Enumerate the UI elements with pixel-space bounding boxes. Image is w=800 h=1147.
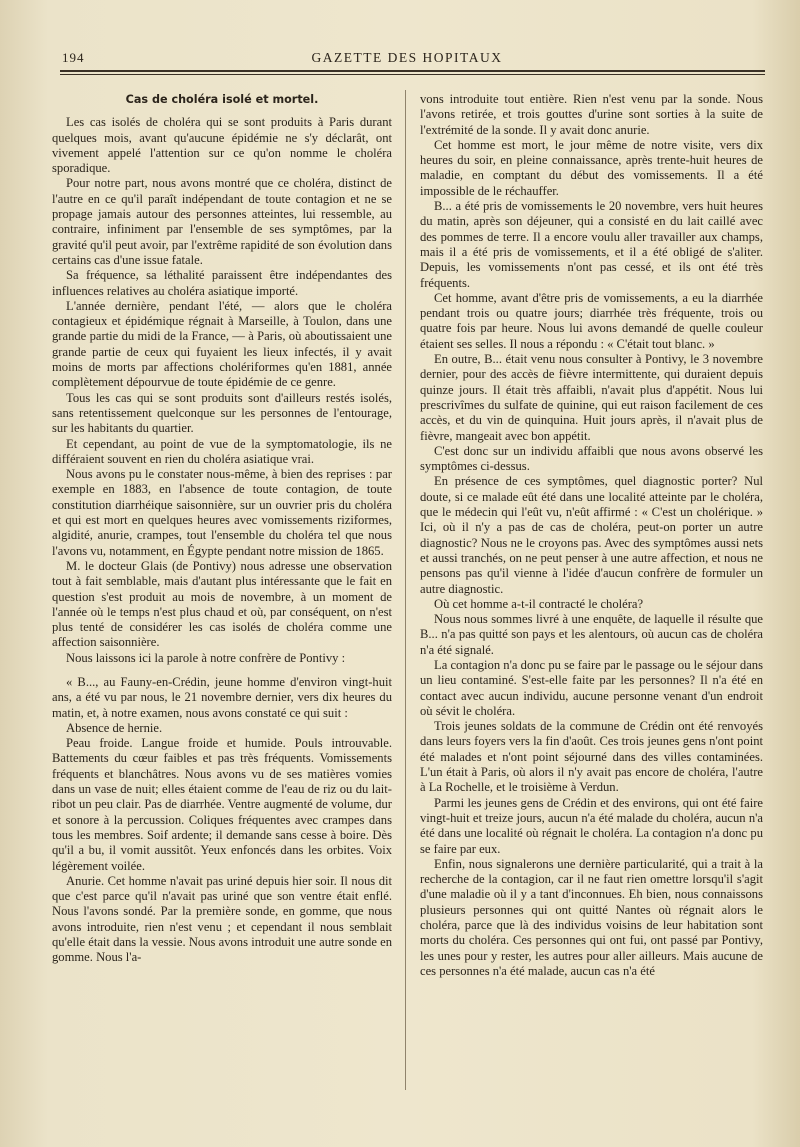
right-column (420, 92, 763, 979)
quoted-paragraph: Peau froide. Langue froide et humide. Pouls introuvable. Battements du cœur faibles et pas très fréquents. Vomissements fréquents et blanchâtres. Nous avons vu de ses matières vomies dans un vase de nuit; elles étaient comme de l'eau de riz ou du lait-ribot un peu clair. Pas de diarrhée. Ventre augmenté de volume, dur et sonore à la percussion. Coliques fréquentes avec crampes dans tous les membres. Soif ardente; il demande sans cesse à boire. Dès qu'il a bu, il vomit aussitôt. Yeux enfoncés dans les orbites. Voix légèrement voilée. (52, 736, 392, 873)
article-title: Cas de choléra isolé et mortel. (125, 93, 319, 106)
paragraph: Les cas isolés de choléra qui se sont produits à Paris durant quelques mois, avant qu'aucune épidémie ne s'y déclarât, ont vivement appelé l'attention sur ce qu'on nomme le choléra sporadique. (52, 115, 392, 176)
quoted-paragraph: Où cet homme a-t-il contracté le choléra? (434, 596, 644, 611)
page-header (48, 48, 766, 72)
paragraph: Pour notre part, nous avons montré que ce choléra, distinct de l'autre en ce qu'il paraît indépendant de toute contagion et ne se propage jamais autour des personnes atteintes, lui ressemble, au contraire, infiniment par l'ensemble de ses symptômes, par la gravité qu'il peut avoir, par l'extrême rapidité de son évolution dans certains cas d'une issue fatale. (52, 176, 392, 267)
quoted-paragraph-continued: vons introduite tout entière. Rien n'est venu par la sonde. Nous l'avons retirée, et trois gouttes d'urine sont sorties à la suite de l'extrémité de la sonde. Il y avait donc anurie. (420, 92, 763, 137)
quoted-paragraph: En présence de ces symptômes, quel diagnostic porter? Nul doute, si ce malade eût été dans une localité atteinte par le choléra, que le médecin qui l'eût vu, n'eût affirmé : « C'est un cholérique. » Ici, où il n'y a pas de cas de choléra, peut-on porter un autre diagnostic? Nous ne le croyons pas. Avec des symptômes aussi nets et aussi tranchés, on ne peut penser à une autre affection, et nous ne pensons pas qu'il vienne à l'idée d'aucun confrère de formuler un autre diagnostic. (420, 474, 763, 596)
paragraph: M. le docteur Glais (de Pontivy) nous adresse une observation tout à fait semblable, mais d'autant plus intéressante que le fait en question s'est produit au mois de novembre, à un moment de l'année où le temps n'est plus chaud et où, par conséquent, on n'est plus tenté de considérer les cas isolés de choléra comme une affection saisonnière. (52, 558, 392, 650)
quoted-paragraph: Trois jeunes soldats de la commune de Crédin ont été renvoyés dans leurs foyers vers la fin d'août. Ces trois jeunes gens n'ont point été malades et n'ont point séjourné dans des villes contaminées. L'un était à Paris, où alors il n'y avait pas encore de choléra, l'autre à La Rochelle, et le troisième à Verdun. (420, 719, 763, 795)
quoted-paragraph: Enfin, nous signalerons une dernière particularité, qui a trait à la recherche de la contagion, car il ne faut rien omettre lorsqu'il s'agit d'une maladie où il y a tant d'inconnues. Eh bien, nous connaissons plusieurs personnes qui ont quitté Nantes où régnait alors le choléra, parce que là des individus voisins de leur habitation sont morts du choléra. Ces personnes qui ont fui, ont passé par Pontivy, les unes pour y rester, les autres pour aller ailleurs. Mais aucune de ces personnes n'a été malade, aucun cas n'a été (420, 856, 763, 978)
quoted-paragraph: Absence de hernie. (66, 720, 163, 735)
quoted-paragraph: La contagion n'a donc pu se faire par le passage ou le séjour dans un lieu contaminé. S'est-elle faite par les personnes? Il n'a été en contact avec aucun individu, aucune personne venant d'un endroit où sévit le choléra. (420, 657, 763, 718)
quoted-paragraph: Cet homme, avant d'être pris de vomissements, a eu la diarrhée pendant trois ou quatre jours; diarrhée très fréquente, trois ou quatre fois par heure. Nous lui avons demandé de quelle couleur étaient ses selles. Il nous a répondu : « C'était tout blanc. » (420, 290, 763, 351)
paragraph: Tous les cas qui se sont produits sont d'ailleurs restés isolés, sans retentissement quelconque sur les personnes de l'entourage, sur les habitants du quartier. (52, 390, 392, 436)
quoted-paragraph: « B..., au Fauny-en-Crédin, jeune homme d'environ vingt-huit ans, a été vu par nous, le 21 novembre dernier, vers dix heures du matin, et, à notre examen, nous avons constaté ce qui suit : (52, 674, 392, 720)
paragraph: L'année dernière, pendant l'été, — alors que le choléra contagieux et épidémique régnait à Marseille, à Toulon, dans une grande partie du midi de la France, — à Paris, où aboutissaient une grande partie de ceux qui fuyaient les lieux infectés, il y avait moins de morts par affections cholériformes qu'en 1881, année complètement dépourvue de toute épidémie de ce genre. (52, 298, 392, 390)
quoted-paragraph: B... a été pris de vomissements le 20 novembre, vers huit heures du matin, après son déjeuner, qui a consisté en du lait caillé avec des pommes de terre. Il a encore voulu aller travailler aux champs, mais il a été pris de vomissements, et il a été obligé de s'aliter. Depuis, les vomissements n'ont pas cessé, et ils ont été très fréquents. (420, 199, 763, 290)
quoted-paragraph: Parmi les jeunes gens de Crédin et des environs, qui ont été faire vingt-huit et treize jours, aucun n'a été malade du choléra, aucun n'a été dans une localité où régnait le choléra. La contagion n'a donc pu se faire par eux. (420, 795, 763, 856)
journal-title: GAZETTE DES HOPITAUX (311, 50, 503, 65)
paragraph: Sa fréquence, sa léthalité paraissent être indépendantes des influences relatives au choléra asiatique importé. (52, 268, 392, 298)
quoted-paragraph: Nous nous sommes livré à une enquête, de laquelle il résulte que B... n'a pas quitté son pays et les alentours, où aucun cas de choléra n'a été signalé. (420, 612, 763, 657)
quoted-paragraph: C'est donc sur un individu affaibli que nous avons observé les symptômes ci-dessus. (420, 443, 763, 474)
quoted-paragraph: En outre, B... était venu nous consulter à Pontivy, le 3 novembre dernier, pour des accès de fièvre intermittente, qui duraient depuis quinze jours. Il était très affaibli, n'avait plus d'appétit. Nous lui prescrivîmes du sulfate de quinine, qui eut raison facilement de ces accès, et du vin de quinquina. Huit jours après, il n'avait plus de fièvre, mangeait avec bon appétit. (420, 352, 763, 443)
quoted-paragraph: Anurie. Cet homme n'avait pas uriné depuis hier soir. Il nous dit que c'est parce qu'il n'avait pas uriné que son ventre était enflé. Nous l'avons sondé. Par la première sonde, en gomme, que nous avons introduite, rien n'est venu ; et cependant il nous semblait qu'elle était dans la vessie. Nous avons introduit une autre sonde en gomme. Nous l'a- (52, 873, 392, 965)
paragraph: Nous laissons ici la parole à notre confrère de Pontivy : (66, 650, 346, 665)
quoted-paragraph: Cet homme est mort, le jour même de notre visite, vers dix heures du soir, en pleine connaissance, après trente-huit heures de maladie, en comptant du début des vomissements. Il a été impossible de le réchauffer. (420, 137, 763, 198)
header-rule-thick (60, 70, 765, 72)
page-number: 194 (62, 50, 85, 65)
header-rule-thin (60, 74, 765, 75)
spacer (52, 666, 392, 675)
column-divider (405, 90, 406, 1090)
paragraph: Nous avons pu le constater nous-même, à bien des reprises : par exemple en 1883, en l'absence de toute contagion, de toute constitution diarrhéique saisonnière, sur un ouvrier pris du choléra et qui est mort en quelques heures avec vomissements riziformes, algidité, anurie, crampes, tout l'ensemble du choléra tel que nous l'avons vu, notamment, en Égypte pendant notre mission de 1865. (52, 467, 392, 558)
left-column (52, 92, 392, 966)
paragraph: Et cependant, au point de vue de la symptomatologie, ils ne différaient souvent en rien du choléra asiatique vrai. (52, 436, 392, 466)
